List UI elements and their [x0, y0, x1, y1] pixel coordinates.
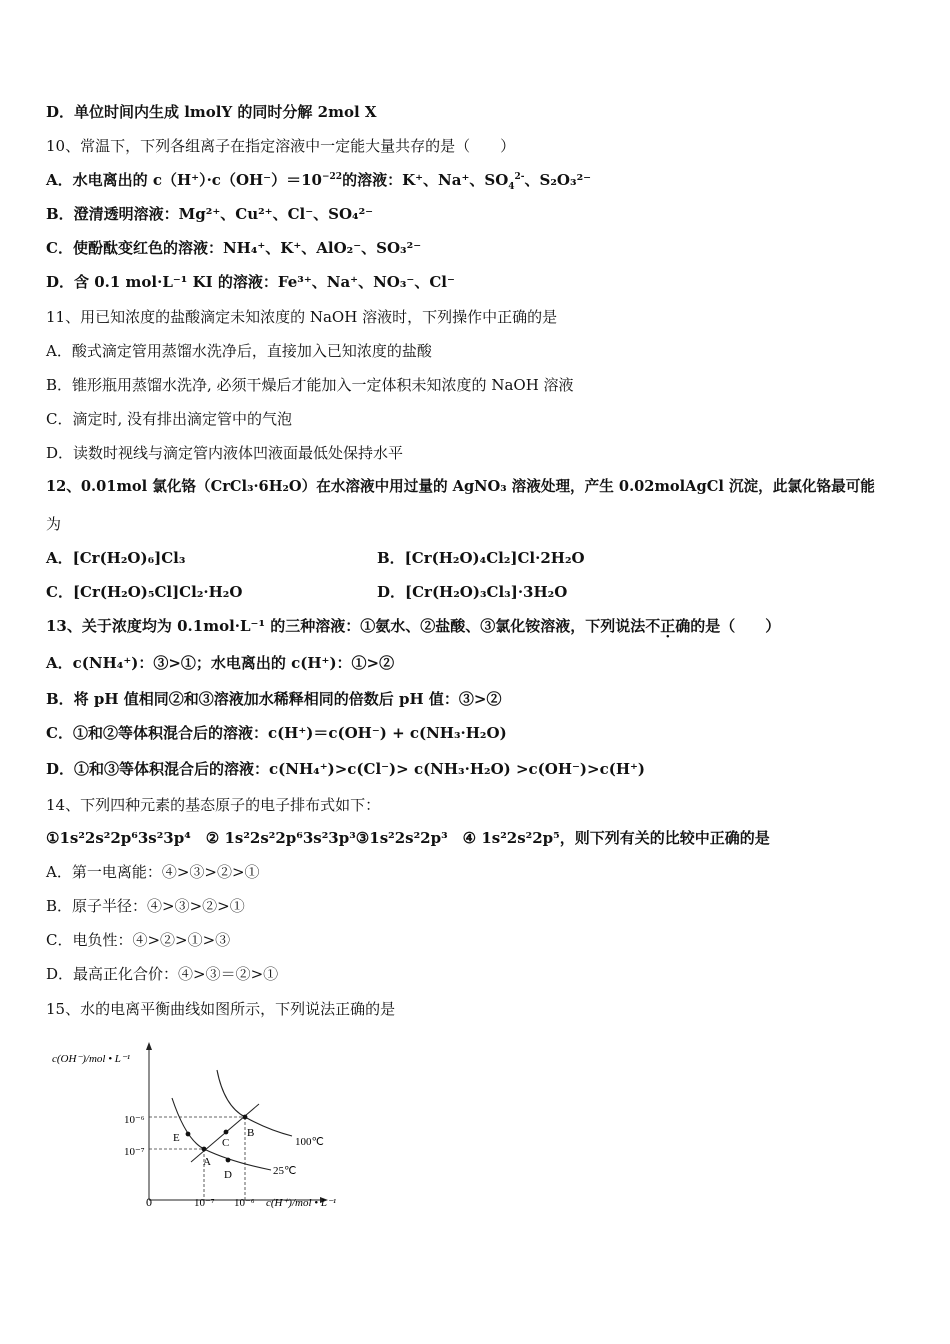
point-d — [226, 1158, 231, 1163]
q9-option-d: D．单位时间内生成 lmolY 的同时分解 2mol X — [46, 103, 377, 121]
y-tick-1e-6: 10⁻⁶ — [124, 1114, 145, 1126]
q10-option-d: D．含 0.1 mol·L⁻¹ KI 的溶液：Fe³⁺、Na⁺、NO₃⁻、Cl⁻ — [46, 273, 455, 291]
x-tick-1e-6: 10⁻⁶ — [234, 1197, 255, 1209]
q14-option-b: B．原子半径：④>③>②>① — [46, 897, 245, 915]
q11-option-d: D．读数时视线与滴定管内液体凹液面最低处保持水平 — [46, 444, 404, 462]
q12-option-c: C．[Cr(H₂O)₅Cl]Cl₂·H₂O — [46, 583, 243, 601]
q11-option-c: C．滴定时, 没有排出滴定管中的气泡 — [46, 410, 293, 428]
curve-25C-label: 25℃ — [273, 1165, 297, 1177]
y-axis-label: c(OH⁻)/mol • L⁻¹ — [52, 1053, 131, 1065]
point-e — [186, 1132, 191, 1137]
q10-option-a: A．水电离出的 $c(H^+)\cdot c(OH^-)=10^{-22}$的溶液：K⁺、Na⁺、$SO_4^{2-}$、S₂O₃²⁻ — [46, 171, 592, 192]
q10-option-a-prefix: A．水电离出的 c（H⁺）·c（OH⁻）＝10 — [46, 171, 322, 189]
point-c-label: C — [222, 1137, 230, 1149]
q13-option-b: B．将 pH 值相同②和③溶液加水稀释相同的倍数后 pH 值：③>② — [46, 690, 502, 708]
q10-stem: 10、常温下，下列各组离子在指定溶液中一定能大量共存的是（ ） — [46, 137, 516, 155]
x-tick-1e-7: 10⁻⁷ — [194, 1197, 215, 1209]
y-axis-arrow — [146, 1042, 152, 1050]
point-e-label: E — [173, 1132, 180, 1144]
point-b — [243, 1115, 248, 1120]
q13-stem-emphasis: 不正确 — [645, 617, 691, 635]
point-d-label: D — [224, 1169, 232, 1181]
q12-option-d: D．[Cr(H₂O)₃Cl₃]·3H₂O — [377, 583, 568, 601]
q14-option-a: A．第一电离能：④>③>②>① — [46, 863, 260, 881]
q12-option-b: B．[Cr(H₂O)₄Cl₂]Cl·2H₂O — [377, 549, 585, 567]
point-a — [202, 1147, 207, 1152]
q13-stem — [46, 616, 780, 636]
y-tick-1e-7: 10⁻⁷ — [124, 1146, 145, 1158]
q12-stem-line2: 为 — [46, 515, 62, 533]
x-axis-label: c(H⁺)/mol • L⁻¹ — [266, 1197, 337, 1209]
point-c — [224, 1130, 229, 1135]
curve-100C — [217, 1070, 292, 1136]
origin-label: 0 — [146, 1195, 152, 1209]
q15-stem: 15、水的电离平衡曲线如图所示，下列说法正确的是 — [46, 1000, 396, 1018]
q13-option-a: A．c(NH₄⁺)：③>①；水电离出的 c(H⁺)：①>② — [46, 654, 395, 672]
water-ionization-chart — [46, 1040, 366, 1220]
q13-option-c: C．①和②等体积混合后的溶液：c(H⁺)＝c(OH⁻) + c(NH₃·H₂O) — [46, 724, 507, 742]
q10-option-c: C．使酚酞变红色的溶液：NH₄⁺、K⁺、AlO₂⁻、SO₃²⁻ — [46, 239, 422, 257]
q12-option-a: A．[Cr(H₂O)₆]Cl₃ — [46, 549, 186, 567]
q14-option-c: C．电负性：④>②>①>③ — [46, 931, 231, 949]
q10-option-a-tail: 、S₂O₃²⁻ — [524, 171, 592, 189]
q10-option-a-suffix: 的溶液：K⁺、Na⁺、SO — [342, 171, 509, 189]
q14-configs: ①1s²2s²2p⁶3s²3p⁴ ② 1s²2s²2p⁶3s²3p³③1s²2s²2p³ ④ 1s²2s²2p⁵，则下列有关的比较中正确的是 — [46, 829, 770, 847]
point-a-label: A — [203, 1156, 211, 1168]
q12-stem-line1: 12、0.01mol 氯化铬（CrCl₃·6H₂O）在水溶液中用过量的 AgNO₃ 溶液处理，产生 0.02molAgCl 沉淀，此氯化铬最可能 — [46, 478, 875, 495]
q14-option-d: D．最高正化合价：④>③＝②>① — [46, 965, 279, 983]
q11-option-a: A．酸式滴定管用蒸馏水洗净后，直接加入已知浓度的盐酸 — [46, 342, 432, 360]
q11-option-b: B．锥形瓶用蒸馏水洗净, 必须干燥后才能加入一定体积未知浓度的 NaOH 溶液 — [46, 376, 574, 394]
point-b-label: B — [247, 1127, 255, 1139]
q14-stem: 14、下列四种元素的基态原子的电子排布式如下： — [46, 796, 381, 814]
q13-option-d: D．①和③等体积混合后的溶液：c(NH₄⁺)>c(Cl⁻)> c(NH₃·H₂O) >c(OH⁻)>c(H⁺) — [46, 760, 646, 778]
curve-100C-label: 100℃ — [295, 1136, 324, 1148]
q13-stem-prefix: 13、关于浓度均为 0.1mol·L⁻¹ 的三种溶液：①氨水、②盐酸、③氯化铵溶液，下列说法 — [46, 617, 646, 635]
q10-option-b: B．澄清透明溶液：Mg²⁺、Cu²⁺、Cl⁻、SO₄²⁻ — [46, 205, 374, 223]
q10-option-a-exponent: −22 — [321, 172, 343, 182]
q13-stem-suffix: 的是（ ） — [690, 617, 781, 635]
q11-stem: 11、用已知浓度的盐酸滴定未知浓度的 NaOH 溶液时，下列操作中正确的是 — [46, 308, 558, 326]
